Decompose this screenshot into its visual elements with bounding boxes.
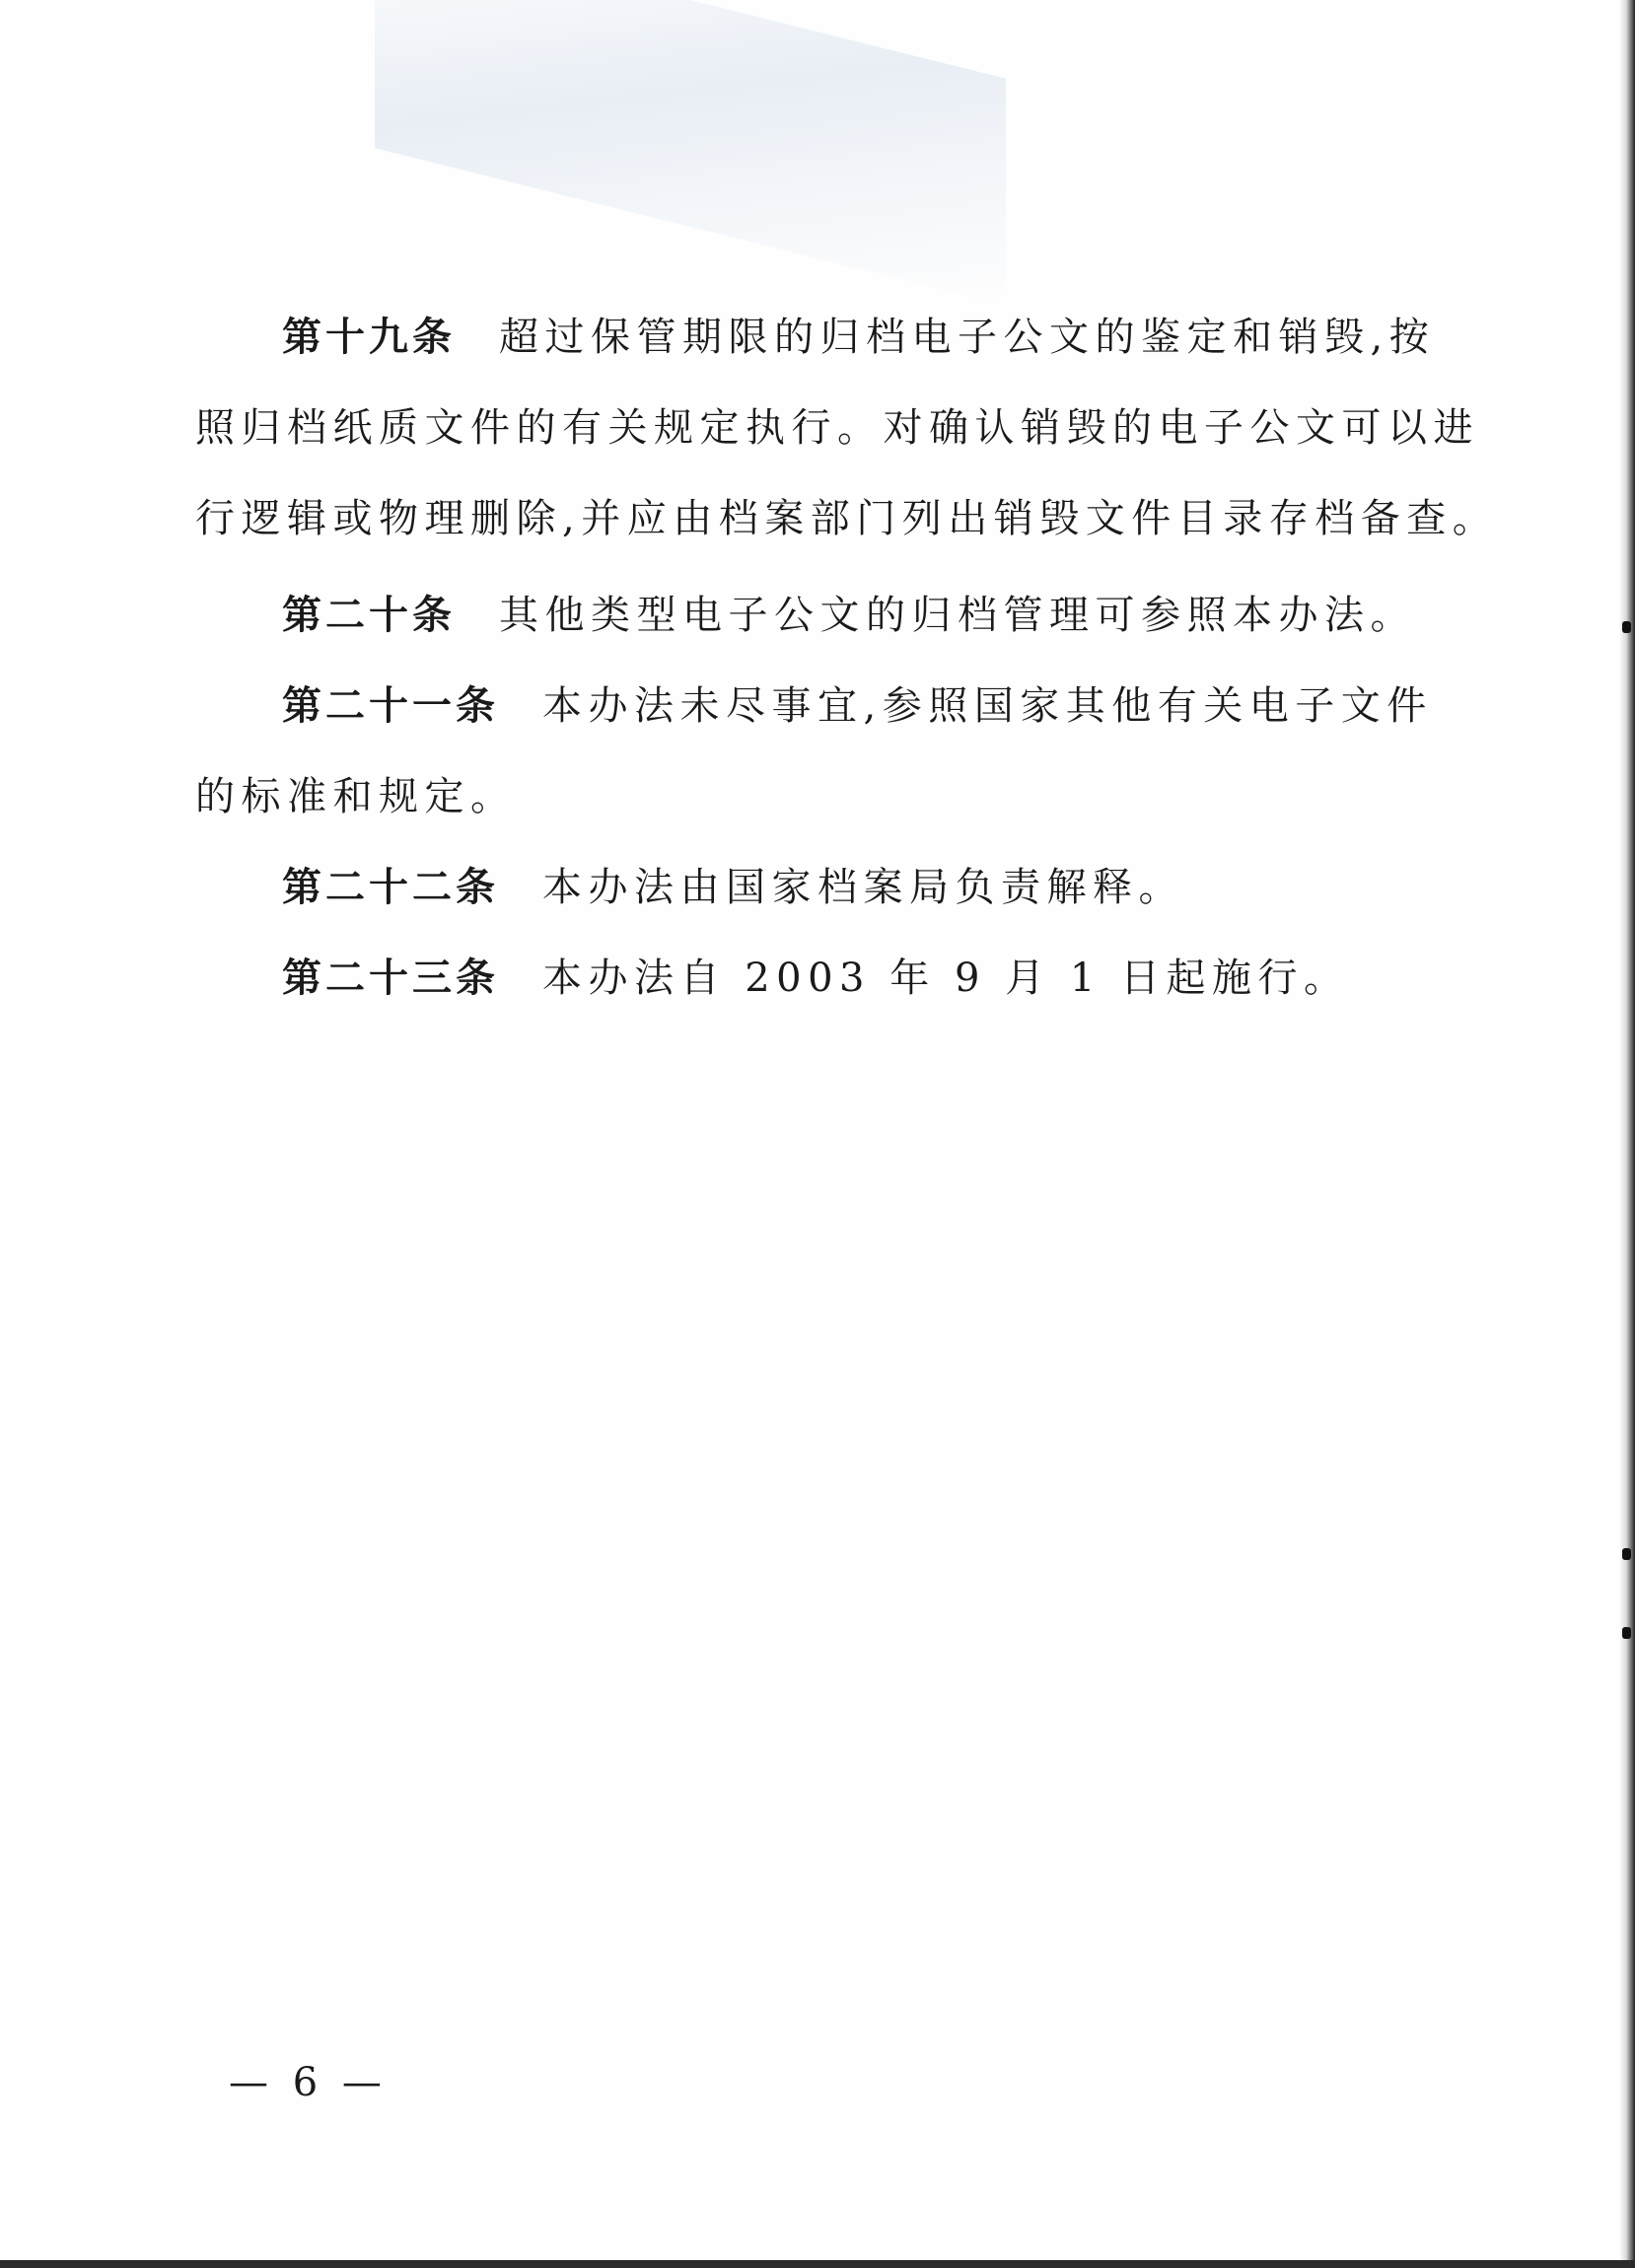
article-line: 的标准和规定。 (195, 774, 517, 819)
article-text: 本办法自 2003 年 9 月 1 日起施行。 (542, 956, 1350, 1001)
page-number: — 6 — (229, 2060, 388, 2105)
article-line (195, 661, 1433, 751)
article-heading: 第二十三条 (282, 956, 499, 1001)
article-line (195, 292, 1436, 383)
article-line (195, 842, 1408, 933)
scan-bottom-edge (0, 2260, 1635, 2268)
scan-edge-mark (1622, 1627, 1631, 1639)
scan-edge-mark (1622, 621, 1631, 633)
scan-right-edge (1619, 0, 1635, 2268)
article-20 (195, 570, 1416, 661)
article-line (195, 933, 1408, 1024)
article-19 (195, 292, 1499, 564)
article-line: 行逻辑或物理删除,并应由档案部门列出销毁文件目录存档备查。 (195, 496, 1499, 541)
article-line: 照归档纸质文件的有关规定执行。对确认销毁的电子公文可以进 (195, 405, 1479, 451)
article-heading: 第二十一条 (282, 683, 499, 729)
article-text: 本办法由国家档案局负责解释。 (542, 865, 1184, 910)
article-21 (195, 661, 1433, 842)
article-text: 本办法未尽事宜,参照国家其他有关电子文件 (542, 683, 1433, 729)
article-23 (195, 933, 1408, 1024)
scan-edge-mark (1622, 1548, 1631, 1560)
article-heading: 第十九条 (282, 315, 456, 360)
article-line (195, 570, 1416, 661)
article-text: 超过保管期限的归档电子公文的鉴定和销毁,按 (499, 315, 1436, 360)
scan-shadow (375, 0, 1006, 306)
article-heading: 第二十二条 (282, 865, 499, 910)
article-22 (195, 842, 1408, 933)
article-heading: 第二十条 (282, 593, 456, 638)
article-text: 其他类型电子公文的归档管理可参照本办法。 (499, 593, 1416, 638)
